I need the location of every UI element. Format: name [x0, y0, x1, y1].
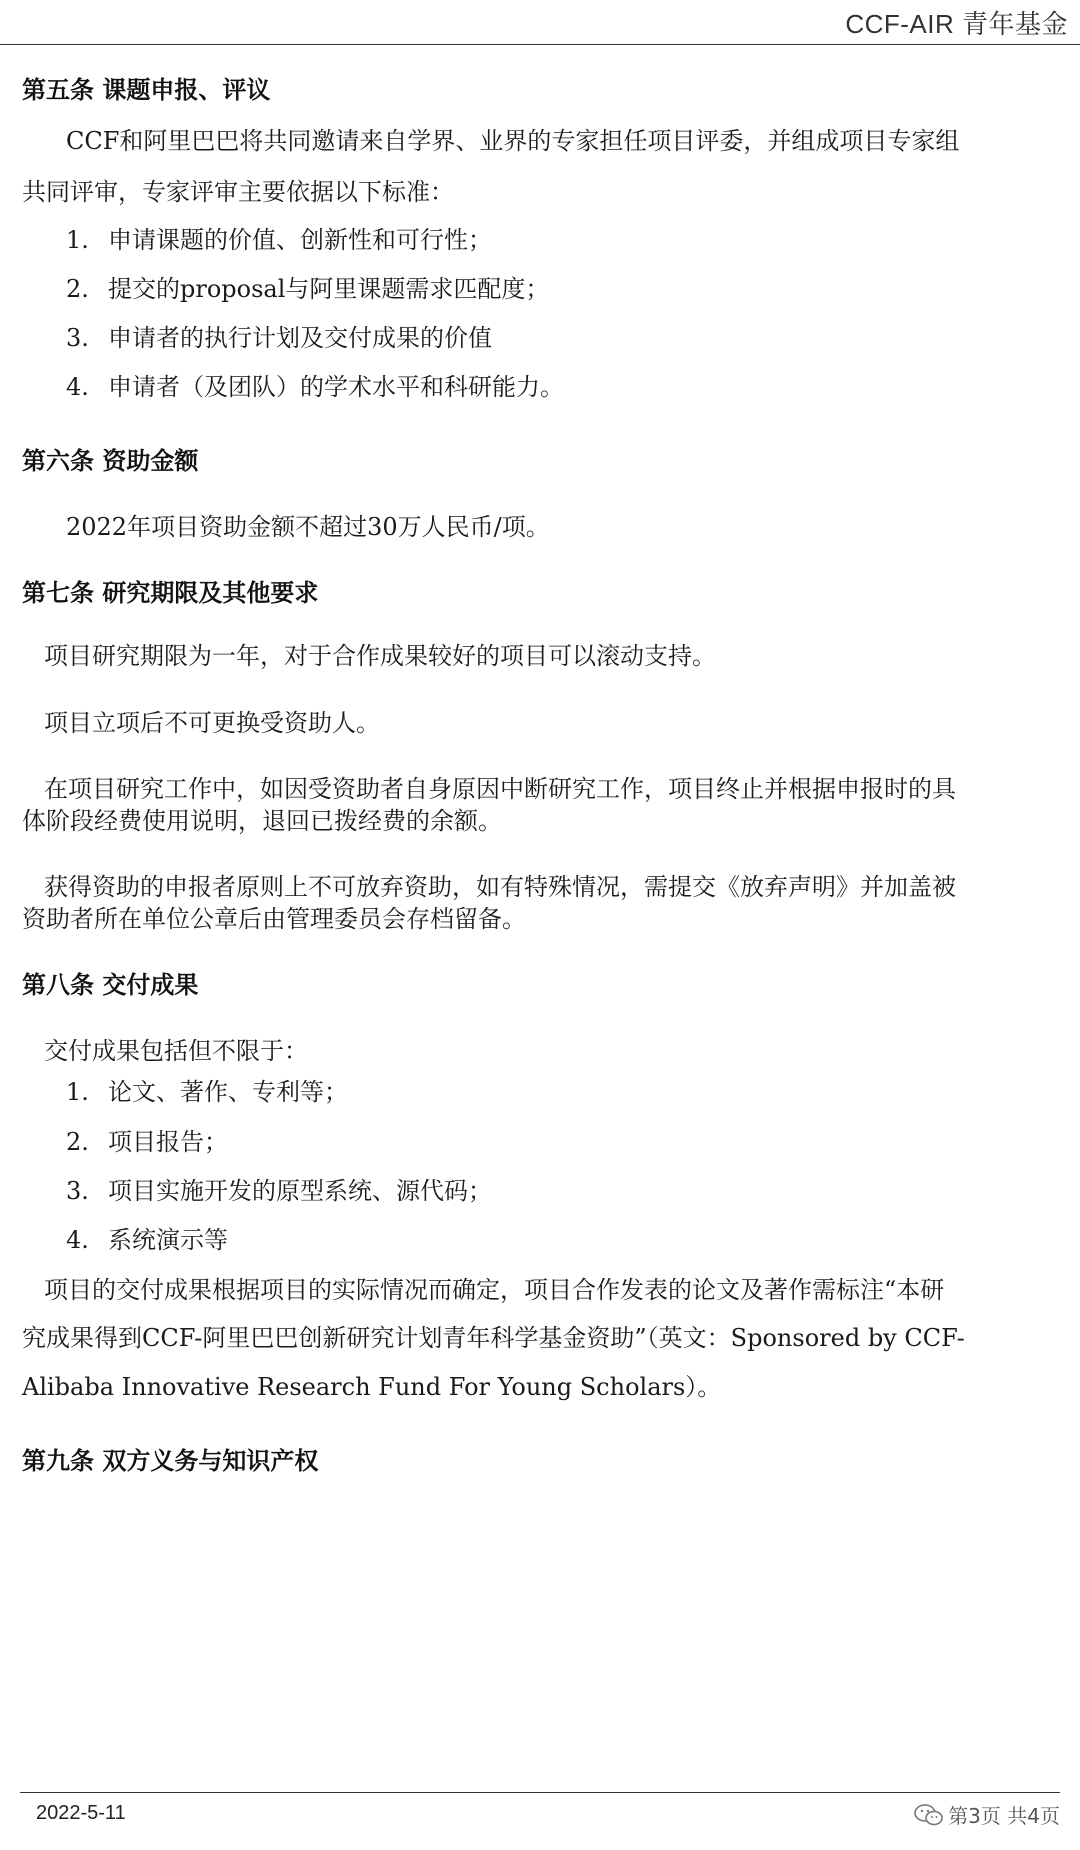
article-7-paragraph-3-line-1: 在项目研究工作中，如因受资助者自身原因中断研究工作，项目终止并根据申报时的具	[44, 775, 956, 803]
article-6-heading: 第六条 资助金额	[22, 447, 199, 475]
list-item-number: 1.	[66, 226, 89, 254]
article-5-intro-line-1: CCF和阿里巴巴将共同邀请来自学界、业界的专家担任项目评委，并组成项目专家组	[66, 127, 960, 155]
header-divider	[0, 44, 1080, 45]
list-item	[66, 367, 564, 402]
header-title: CCF-AIR 青年基金	[845, 9, 1068, 39]
list-item	[66, 1072, 348, 1107]
article-7-paragraph-4-line-2: 资助者所在单位公章后由管理委员会存档留备。	[22, 905, 526, 933]
list-item-number: 2.	[66, 275, 89, 303]
footer-page-label: 第3页 共4页	[948, 1804, 1060, 1828]
list-item-text: 论文、著作、专利等；	[108, 1078, 348, 1106]
article-8-intro: 交付成果包括但不限于：	[44, 1037, 308, 1065]
article-7-paragraph-3-line-2: 体阶段经费使用说明，退回已拨经费的余额。	[22, 807, 502, 835]
list-item-number: 4.	[66, 373, 89, 401]
article-7-paragraph-1: 项目研究期限为一年，对于合作成果较好的项目可以滚动支持。	[44, 642, 716, 670]
footer-page-info	[914, 1800, 1060, 1829]
list-item-text: 申请者的执行计划及交付成果的价值	[108, 324, 492, 352]
article-8-note-line-1: 项目的交付成果根据项目的实际情况而确定，项目合作发表的论文及著作需标注“本研	[44, 1276, 945, 1304]
article-5-intro-line-2: 共同评审，专家评审主要依据以下标准：	[22, 178, 454, 206]
article-5-heading: 第五条 课题申报、评议	[22, 76, 271, 104]
list-item-text: 提交的proposal与阿里课题需求匹配度；	[108, 275, 550, 303]
list-item	[66, 220, 492, 255]
article-7-paragraph-2: 项目立项后不可更换受资助人。	[44, 709, 380, 737]
list-item-text: 项目报告；	[108, 1128, 228, 1156]
wechat-icon	[914, 1803, 944, 1827]
list-item-number: 1.	[66, 1078, 89, 1106]
article-7-heading: 第七条 研究期限及其他要求	[22, 579, 319, 607]
list-item-number: 4.	[66, 1226, 89, 1254]
article-9-heading: 第九条 双方义务与知识产权	[22, 1447, 319, 1475]
article-8-heading: 第八条 交付成果	[22, 971, 199, 999]
list-item-text: 申请者（及团队）的学术水平和科研能力。	[108, 373, 564, 401]
list-item-text: 系统演示等	[108, 1226, 228, 1254]
article-6-text: 2022年项目资助金额不超过30万人民币/项。	[66, 513, 550, 541]
list-item	[66, 1122, 228, 1157]
list-item	[66, 318, 492, 353]
article-8-note-line-2: 究成果得到CCF-阿里巴巴创新研究计划青年科学基金资助”（英文：Sponsored by CCF-	[22, 1324, 965, 1352]
list-item	[66, 269, 549, 304]
footer-date: 2022-5-11	[36, 1802, 126, 1824]
footer-divider	[20, 1792, 1060, 1793]
list-item-number: 3.	[66, 1177, 89, 1205]
list-item-number: 3.	[66, 324, 89, 352]
list-item-number: 2.	[66, 1128, 89, 1156]
article-8-note-line-3: Alibaba Innovative Research Fund For Young Scholars）。	[22, 1373, 722, 1401]
article-7-paragraph-4-line-1: 获得资助的申报者原则上不可放弃资助，如有特殊情况，需提交《放弃声明》并加盖被	[44, 873, 956, 901]
list-item-text: 申请课题的价值、创新性和可行性；	[108, 226, 492, 254]
list-item	[66, 1171, 492, 1206]
list-item	[66, 1220, 228, 1255]
list-item-text: 项目实施开发的原型系统、源代码；	[108, 1177, 492, 1205]
